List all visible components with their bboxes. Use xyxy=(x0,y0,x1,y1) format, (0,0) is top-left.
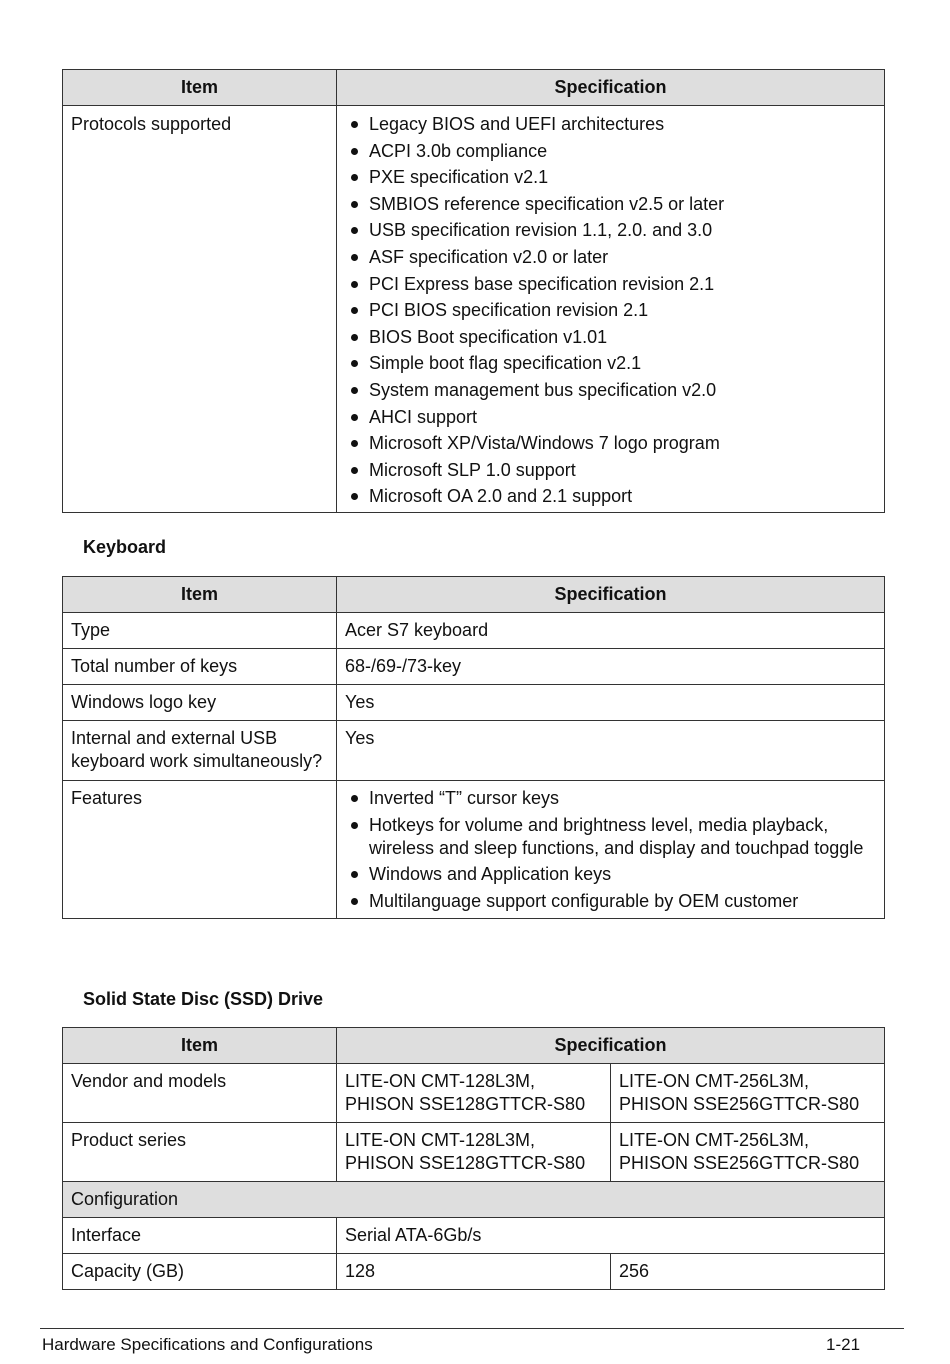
configuration-row-label: Configuration xyxy=(63,1182,885,1218)
keys-spec-cell: 68-/69-/73-key xyxy=(337,649,885,685)
capacity-128-cell: 128 xyxy=(337,1254,611,1290)
bios-protocols-table xyxy=(62,69,885,513)
list-item: Legacy BIOS and UEFI architectures xyxy=(345,113,876,136)
features-list xyxy=(345,787,876,913)
interface-item-cell: Interface xyxy=(63,1218,337,1254)
vendor-item-cell: Vendor and models xyxy=(63,1064,337,1123)
item-header: Item xyxy=(63,1028,337,1064)
footer-divider xyxy=(40,1328,904,1329)
table-row xyxy=(63,1182,885,1218)
features-item-cell: Features xyxy=(63,781,337,919)
table-row xyxy=(63,1064,885,1123)
footer-title: Hardware Specifications and Configurations xyxy=(42,1335,373,1354)
list-item: ASF specification v2.0 or later xyxy=(345,246,876,269)
list-item: SMBIOS reference specification v2.5 or later xyxy=(345,193,876,216)
list-item: Microsoft XP/Vista/Windows 7 logo program xyxy=(345,432,876,455)
keyboard-table xyxy=(62,576,885,919)
list-item: Microsoft SLP 1.0 support xyxy=(345,459,876,482)
page-number: 1-21 xyxy=(826,1335,861,1354)
protocols-spec-cell xyxy=(337,106,885,513)
table-row xyxy=(63,649,885,685)
keys-item-cell: Total number of keys xyxy=(63,649,337,685)
specification-header: Specification xyxy=(337,1028,885,1064)
list-item: System management bus specification v2.0 xyxy=(345,379,876,402)
item-header: Item xyxy=(63,577,337,613)
keyboard-heading: Keyboard xyxy=(83,537,167,557)
vendor-128-cell: LITE-ON CMT-128L3M, PHISON SSE128GTTCR-S80 xyxy=(337,1064,611,1123)
type-spec-cell: Acer S7 keyboard xyxy=(337,613,885,649)
specification-header: Specification xyxy=(337,577,885,613)
series-256-cell: LITE-ON CMT-256L3M, PHISON SSE256GTTCR-S80 xyxy=(611,1123,885,1182)
series-item-cell: Product series xyxy=(63,1123,337,1182)
list-item: ACPI 3.0b compliance xyxy=(345,140,876,163)
list-item: Windows and Application keys xyxy=(345,863,876,886)
item-header: Item xyxy=(63,70,337,106)
list-item: PXE specification v2.1 xyxy=(345,166,876,189)
list-item: Inverted “T” cursor keys xyxy=(345,787,876,810)
series-128-cell: LITE-ON CMT-128L3M, PHISON SSE128GTTCR-S80 xyxy=(337,1123,611,1182)
table-row xyxy=(63,613,885,649)
list-item: Microsoft OA 2.0 and 2.1 support xyxy=(345,485,876,508)
protocols-list xyxy=(345,113,876,508)
interface-spec-cell: Serial ATA-6Gb/s xyxy=(337,1218,885,1254)
capacity-item-cell: Capacity (GB) xyxy=(63,1254,337,1290)
table-header-row xyxy=(63,1028,885,1064)
table-row xyxy=(63,1254,885,1290)
table-row xyxy=(63,685,885,721)
capacity-256-cell: 256 xyxy=(611,1254,885,1290)
specification-header: Specification xyxy=(337,70,885,106)
usb-keyboard-item-cell: Internal and external USB keyboard work simultaneously? xyxy=(63,721,337,781)
table-header-row xyxy=(63,70,885,106)
list-item: PCI BIOS specification revision 2.1 xyxy=(345,299,876,322)
ssd-heading: Solid State Disc (SSD) Drive xyxy=(83,989,324,1009)
list-item: AHCI support xyxy=(345,406,876,429)
type-item-cell: Type xyxy=(63,613,337,649)
vendor-256-cell: LITE-ON CMT-256L3M, PHISON SSE256GTTCR-S80 xyxy=(611,1064,885,1123)
table-row xyxy=(63,1123,885,1182)
table-row xyxy=(63,106,885,513)
protocols-item-cell: Protocols supported xyxy=(63,106,337,513)
list-item: BIOS Boot specification v1.01 xyxy=(345,326,876,349)
logo-key-spec-cell: Yes xyxy=(337,685,885,721)
features-spec-cell xyxy=(337,781,885,919)
usb-keyboard-spec-cell: Yes xyxy=(337,721,885,781)
list-item: Simple boot flag specification v2.1 xyxy=(345,352,876,375)
list-item: PCI Express base specification revision 2.1 xyxy=(345,273,876,296)
logo-key-item-cell: Windows logo key xyxy=(63,685,337,721)
table-row xyxy=(63,781,885,919)
table-header-row xyxy=(63,577,885,613)
ssd-table xyxy=(62,1027,885,1290)
list-item: Multilanguage support configurable by OEM customer xyxy=(345,890,876,913)
list-item: USB specification revision 1.1, 2.0. and 3.0 xyxy=(345,219,876,242)
list-item: Hotkeys for volume and brightness level, media playback, wireless and sleep functions, and display and touchpad toggle xyxy=(345,814,876,860)
table-row xyxy=(63,1218,885,1254)
table-row xyxy=(63,721,885,781)
